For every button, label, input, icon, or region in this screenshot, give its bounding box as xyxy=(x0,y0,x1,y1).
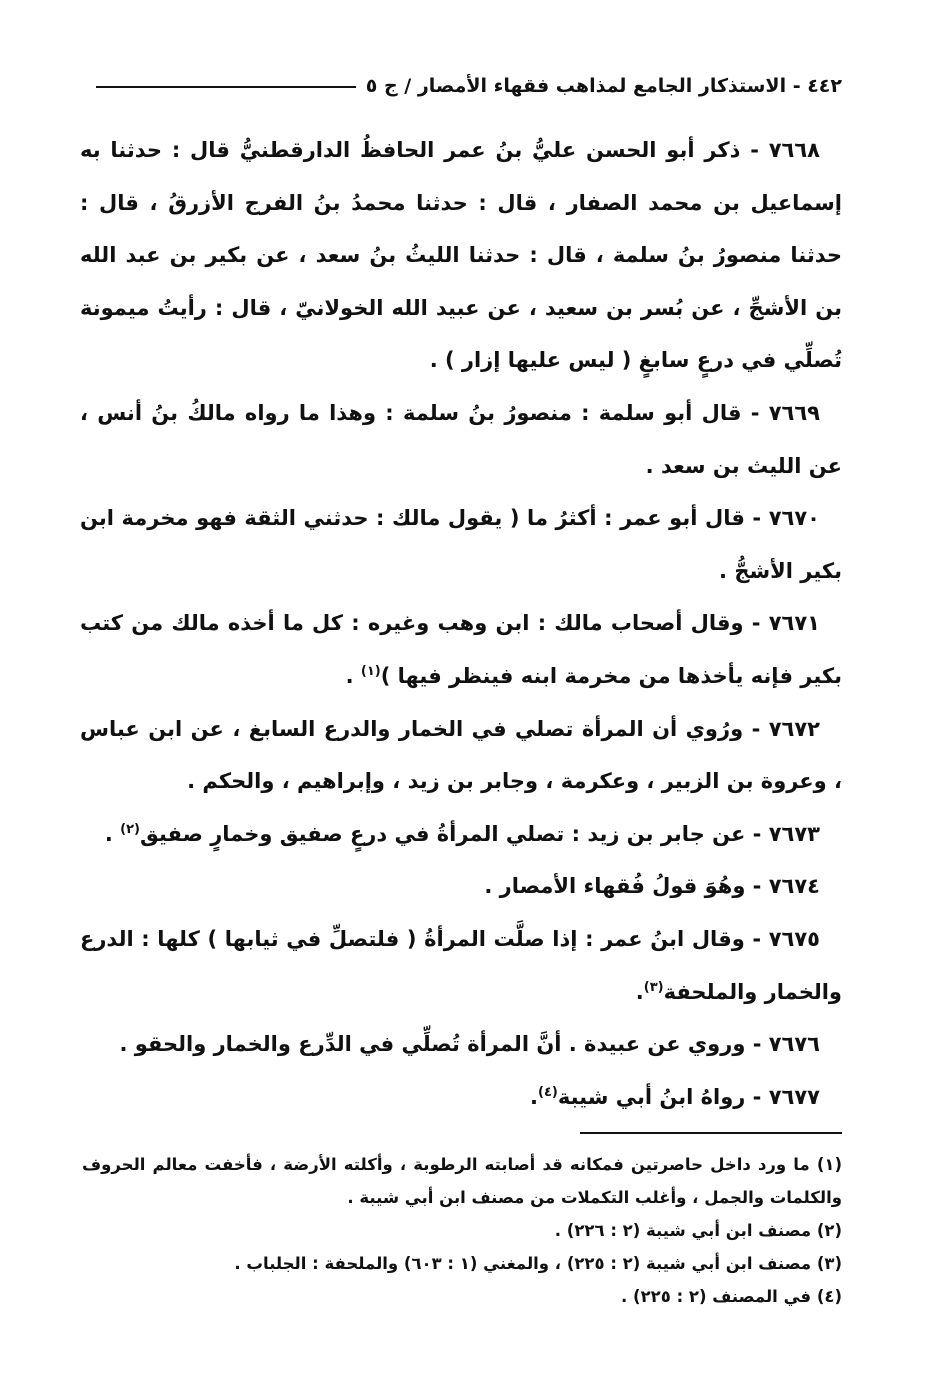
paragraph-text: - وهُوَ قولُ فُقهاء الأمصار . xyxy=(484,874,769,899)
paragraph-number: ٧٦٧٤ xyxy=(768,874,820,899)
paragraph-7668 xyxy=(80,124,842,387)
paragraph-text: - وقال ابنُ عمر : إذا صلَّت المرأةُ ( فلتصلِّ في ثيابها ) كلها : الدرع والخمار والملحفة xyxy=(80,926,842,1004)
paragraph-text: - قال أبو عمر : أكثرُ ما ( يقول مالك : حدثني الثقة فهو مخرمة ابن بكير الأشجُّ . xyxy=(80,506,842,583)
footnote-3: (٣) مصنف ابن أبي شيبة (٢ : ٢٢٥) ، والمغني (١ : ٦٠٣) والملحفة : الجلباب . xyxy=(234,1254,842,1273)
paragraph-7676 xyxy=(80,1018,842,1071)
paragraph-number: ٧٦٧٣ xyxy=(768,821,820,846)
paragraph-number: ٧٦٧٦ xyxy=(768,1032,820,1057)
footnote-4: (٤) في المصنف (٢ : ٢٢٥) . xyxy=(621,1287,842,1306)
paragraph-tail: . xyxy=(104,821,121,846)
paragraph-number: ٧٦٧٢ xyxy=(768,716,820,741)
footnote-ref[interactable]: (٢) xyxy=(120,821,140,837)
paragraph-number: ٧٦٧١ xyxy=(768,611,820,636)
paragraph-text: - ورُوي أن المرأة تصلي في الخمار والدرع السابغ ، عن ابن عباس ، وعروة بن الزبير ، وعكرمة ، وجابر بن زيد ، وإبراهيم ، والحكم . xyxy=(80,716,842,794)
paragraph-tail: . xyxy=(345,663,361,688)
paragraph-text: - ذكر أبو الحسن عليُّ بنُ عمر الحافظُ الدارقطنيُّ قال : حدثنا به إسماعيل بن محمد الصفار ، قال : حدثنا محمدُ بنُ الفرج الأزرقُ ، قال : حدثنا منصورُ بنُ سلمة ، قال : حدثنا الليثُ بنُ سعد ، عن بكير بن عبد الله بن الأشجِّ ، عن بُسر بن سعيد ، عن عبيد الله الخولانيّ ، قال : رأيتُ ميمونة تُصلِّي في درعٍ سابغٍ ( ليس عليها إزار ) . xyxy=(80,138,842,373)
paragraph-text: - قال أبو سلمة : منصورُ بنُ سلمة : وهذا ما رواه مالكُ بنُ أنس ، عن الليث بن سعد . xyxy=(80,400,842,478)
paragraph-7669 xyxy=(80,387,842,492)
running-title: ٤٤٢ - الاستذكار الجامع لمذاهب فقهاء الأمصار / ج ٥ xyxy=(365,75,842,97)
paragraph-tail: . xyxy=(530,1084,539,1109)
paragraph-text: - عن جابر بن زيد : تصلي المرأةُ في درعٍ صفيق وخمارٍ صفيق xyxy=(139,821,769,846)
paragraph-number: ٧٦٦٩ xyxy=(768,400,820,425)
paragraph-7675 xyxy=(80,913,842,1018)
paragraph-number: ٧٦٧٧ xyxy=(768,1084,820,1109)
paragraph-7670 xyxy=(80,492,842,597)
footnote-separator xyxy=(580,1132,842,1134)
paragraph-7677 xyxy=(80,1071,842,1124)
footnotes xyxy=(82,1148,842,1313)
paragraph-7671 xyxy=(80,597,842,702)
header-rule xyxy=(96,86,356,88)
page-header xyxy=(96,66,842,106)
paragraph-7672 xyxy=(80,703,842,808)
main-text xyxy=(80,124,842,1123)
paragraph-number: ٧٦٧٥ xyxy=(768,926,820,951)
footnote-ref[interactable]: (٤) xyxy=(538,1084,558,1100)
footnote-2: (٢) مصنف ابن أبي شيبة (٢ : ٢٢٦) . xyxy=(554,1221,842,1240)
footnote-ref[interactable]: (١) xyxy=(360,663,381,679)
footnote-ref[interactable]: (٣) xyxy=(643,979,664,995)
paragraph-text: - وقال أصحاب مالك : ابن وهب وغيره : كل ما أخذه مالك من كتب بكير فإنه يأخذها من مخرمة ابنه فينظر فيها ) xyxy=(80,611,842,688)
paragraph-text: - وروي عن عبيدة . أنَّ المرأة تُصلِّي في الدِّرع والخمار والحقو . xyxy=(119,1032,769,1057)
paragraph-number: ٧٦٦٨ xyxy=(768,138,820,162)
paragraph-text: - رواهُ ابنُ أبي شيبة xyxy=(557,1084,769,1109)
paragraph-7674 xyxy=(80,860,842,913)
footnote-1: (١) ما ورد داخل حاصرتين فمكانه قد أصابته الرطوبة ، وأكلته الأرضة ، فأخفت معالم الحروف والكلمات والجمل ، وأغلب التكملات من مصنف ابن أبي شيبة . xyxy=(82,1155,842,1207)
paragraph-7673 xyxy=(80,808,842,861)
paragraph-number: ٧٦٧٠ xyxy=(768,506,820,531)
paragraph-tail: . xyxy=(635,979,644,1004)
